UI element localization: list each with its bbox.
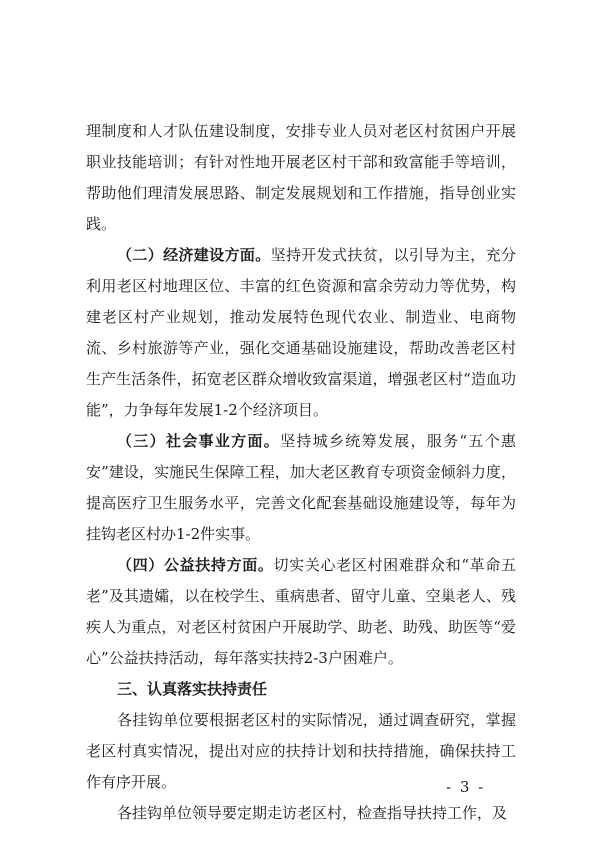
- paragraph-economic-text: 坚持开发式扶贫，以引导为主，充分利用老区村地理区位、丰富的红色资源和富余劳动力等优势，构建老区村产业规划，推动发展特色现代农业、制造业、电商物流、乡村旅游等产业，强化交通基础设施建设，帮助改善老区村生产生活条件，拓宽老区群众增收致富渠道，增强老区村“造血功能”，力争每年发展1-2个经济项目。: [86, 246, 516, 419]
- paragraph-social-label: （三）社会事业方面。: [117, 432, 281, 450]
- paragraph-social: [86, 426, 516, 550]
- paragraph-1: [86, 116, 516, 240]
- paragraph-5-text: 各挂钩单位要根据老区村的实际情况，通过调查研究，掌握老区村真实情况，提出对应的扶持计划和扶持措施，确保扶持工作有序开展。: [86, 711, 516, 791]
- paragraph-1-text: 理制度和人才队伍建设制度，安排专业人员对老区村贫困户开展职业技能培训；有针对性地开展老区村干部和致富能手等培训，帮助他们理清发展思路、制定发展规划和工作措施，指导创业实践。: [86, 122, 516, 233]
- page-number: - 3 -: [446, 778, 486, 796]
- section-heading-3: 三、认真落实扶持责任: [117, 680, 268, 698]
- paragraph-public-welfare-text: 切实关心老区村困难群众和“革命五老”及其遗孀，以在校学生、重病患者、留守儿童、空巢老人、残疾人为重点，对老区村贫困户开展助学、助老、助残、助医等“爱心”公益扶持活动，每年落实扶持2-3户困难户。: [86, 556, 516, 667]
- paragraph-public-welfare-label: （四）公益扶持方面。: [117, 556, 274, 574]
- document-body: [86, 116, 516, 829]
- paragraph-economic: [86, 240, 516, 426]
- paragraph-6: [86, 798, 516, 829]
- paragraph-economic-label: （二）经济建设方面。: [117, 246, 271, 264]
- paragraph-public-welfare: [86, 550, 516, 674]
- paragraph-social-text: 坚持城乡统筹发展，服务“五个惠安”建设，实施民生保障工程，加大老区教育专项资金倾斜力度，提高医疗卫生服务水平，完善文化配套基础设施建设等，每年为挂钩老区村办1-2件实事。: [86, 432, 516, 543]
- paragraph-6-text: 各挂钩单位领导要定期走访老区村，检查指导扶持工作，及: [117, 804, 508, 822]
